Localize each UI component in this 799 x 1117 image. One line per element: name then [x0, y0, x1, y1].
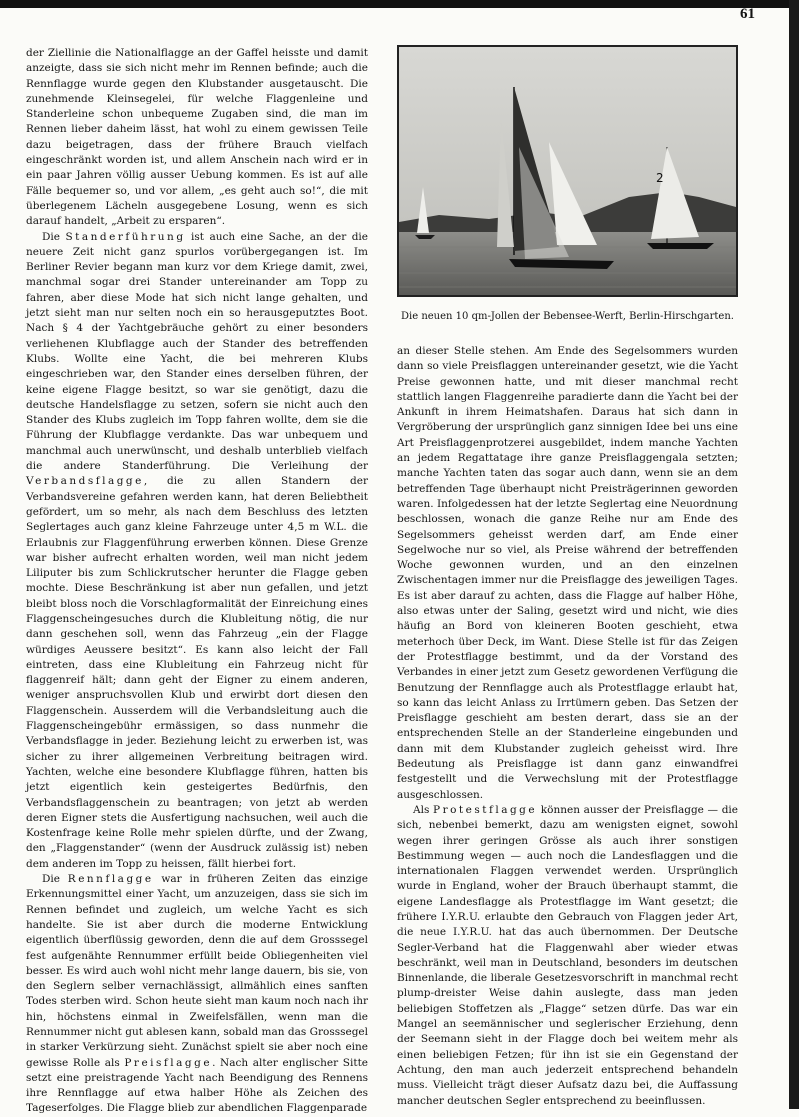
left-column: [26, 46, 368, 1117]
spaced-term: Rennflagge: [67, 873, 154, 886]
sail-number: 2: [656, 171, 664, 185]
paragraph: der Ziellinie die Nationalflagge an der Gaffel heisste und damit anzeigte, dass sie sich nicht mehr im Rennen befinde; auch die Rennflagge wurde gegen den Klubstander ausgetauscht. Die zunehmende Kleinsegelei, für welche Flaggenleine und Standerleine schon unbequeme Zugaben sind, die man im Rennen lieber daheim lässt, hat wohl zu einem gewissen Teile dazu beigetragen, dass der frühere Brauch vielfach eingeschränkt worden ist, und allem Anschein nach wird er in ein paar Jahren völlig ausser Uebung kommen. Es ist auf alle Fälle bequemer so, und vor allem, „es geht auch so!“, die mit überlegenem Lächeln ausgegebene Losung, wenn es sich darauf handelt, „Arbeit zu ersparen“.: [26, 47, 368, 228]
paragraph: Als Protestflagge können ausser der Preisflagge — die sich, nebenbei bemerkt, dazu am wenigsten eignet, sowohl wegen ihrer geringen Grösse als auch ihrer sonstigen Bestimmung wegen — auch noch die Landesflaggen und die internationalen Flaggen verwendet werden. Ursprünglich wurde in England, woher der Brauch überhaupt stammt, die eigene Landesflagge als Protestflagge im Want gesetzt; die frühere I.Y.R.U. erlaubte den Gebrauch von Flaggen jeder Art, die neue I.Y.R.U. hat das auch übernommen. Der Deutsche Segler-Verband hat die Flaggenwahl aber wieder etwas beschränkt, weil man in Deutschland, besonders im deutschen Binnenlande, die liberale Gesetzesvorschrift in manchmal recht plump-dreister Weise dahin auslegte, dass man jeden beliebigen Stoffetzen als „Flagge“ setzen dürfe. Das war ein Mangel an seemännischer und seglerischer Erziehung, denn der Seemann sieht in der Flagge doch bei weitem mehr als einen beliebigen Fetzen; für ihn ist sie ein Gegenstand der Achtung, den man auch jederzeit entsprechend behandeln muss. Vielleicht trägt dieser Aufsatz dazu bei, die Auffassung mancher deutschen Segler entsprechend zu beeinflussen.: [397, 803, 738, 1107]
paragraph: Die Rennflagge war in früheren Zeiten das einzige Erkennungsmittel einer Yacht, um anzuzeigen, dass sie sich im Rennen befindet und zugleich, um welche Yacht es sich handelte. Sie ist aber durch die moderne Entwicklung eigentlich überflüssig geworden, denn die auf dem Grosssegel fest aufgenähte Rennummer erfüllt beide Obliegenheiten viel besser. Es wird auch wohl nicht mehr lange dauern, bis sie, von den Seglern selber vernachlässigt, allmählich eines sanften Todes sterben wird. Schon heute sieht man kaum noch nach ihr hin, höchstens einmal in Zweifelsfällen, wenn man die Rennummer nicht gut ablesen kann, sobald man das Grosssegel in starker Verkürzung sieht. Zunächst spielt sie aber noch eine gewisse Rolle als Preisflagge. Nach alter englischer Sitte setzt eine preistragende Yacht nach Beendigung des Rennens ihre Rennflagge auf etwa halber Höhe als Zeichen des Tageserfolges. Die Flagge blieb zur abendlichen Flaggenparade: [26, 873, 369, 1115]
spaced-term: Standerführung: [65, 230, 186, 243]
spaced-term: Preisflagge: [124, 1056, 213, 1069]
scan-right-edge: [789, 0, 799, 1109]
spaced-term: Protestflagge: [433, 803, 538, 816]
sailing-photo: [397, 45, 738, 297]
figure-caption: Die neuen 10 qm-Jollen der Bebensee-Werft, Berlin-Hirschgarten.: [401, 311, 734, 322]
spaced-term: Verbandsflagge: [26, 475, 144, 488]
right-column: [397, 344, 738, 1109]
scan-top-edge: [0, 0, 799, 8]
page-number: 61: [740, 6, 755, 22]
paragraph: Die Standerführung ist auch eine Sache, an der die neuere Zeit nicht ganz spurlos vorübergegangen ist. Im Berliner Revier begann man kurz vor dem Kriege damit, zwei, manchmal sogar drei Stander untereinander am Topp zu fahren, aber diese Mode hat sich nicht lange gehalten, und jetzt sieht man nur selten noch ein so herausgeputztes Boot. Nach § 4 der Yachtgebräuche gehört zu einer besonders verliehenen Klubflagge auch der Stander des betreffenden Klubs. Wollte eine Yacht, die bei mehreren Klubs eingeschrieben war, den Stander eines derselben führen, der keine eigene Flagge besitzt, so war sie genötigt, dazu die deutsche Handelsflagge zu setzen, sofern sie nicht auch den Stander des Klubs zugleich im Topp fahren wollte, dem sie die Führung der Klubflagge verdankte. Das war unbequem und manchmal auch unerwünscht, und deshalb unterblieb vielfach die andere Standerführung. Die Verleihung der Verbandsflagge, die zu allen Standern der Verbandsvereine gefahren werden kann, hat deren Beliebtheit gefördert, um so mehr, als nach dem Beschluss des letzten Seglertages auch ganz kleine Fahrzeuge unter 4,5 m W.L. die Erlaubnis zur Flaggenführung erwerben können. Diese Grenze war bisher aufrecht erhalten worden, weil man nicht jedem Liliputer bis zum Schlickrutscher herunter die Flagge geben mochte. Diese Beschränkung ist aber nun gefallen, und jetzt bleibt bloss noch die Vorschlagformalität der Einreichung eines Flaggenscheingesuches durch die Klubleitung nötig, die nur dann geschehen soll, wenn das Fahrzeug „ein der Flagge würdiges Aeussere besitzt“. Es kann also leicht der Fall eintreten, dass eine Klubleitung ein Fahrzeug nicht für flaggenreif hält; dann geht der Eigner zu einem anderen, weniger anspruchsvollen Klub und erwirbt dort diesen den Flaggenschein. Ausserdem will die Verbandsleitung auch die Flaggenscheingebühr ermässigen, so dass nunmehr die Verbandsflagge in jeder. Beziehung leicht zu erwerben ist, was sicher zu ihrer allgemeinen Verbreitung beitragen wird. Yachten, welche eine besondere Klubflagge führen, hatten bis jetzt eigentlich kein gesteigertes Bedürfnis, den Verbandsflaggenschein zu beantragen; von jetzt ab werden deren Eigner stets die Ausfertigung nachsuchen, weil auch die Kostenfrage keine Rolle mehr spielen dürfte, und der Zwang, den „Flaggenstander“ (wenn der Ausdruck zulässig ist) neben dem anderen im Topp zu heissen, fällt hierbei fort.: [26, 230, 368, 870]
paragraph: an dieser Stelle stehen. Am Ende des Segelsommers wurden dann so viele Preisflaggen untereinander gesetzt, wie die Yacht Preise gewonnen hatte, und mit dieser manchmal recht stattlich langen Flaggenreihe paradierte dann die Yacht bei der Ankunft in ihrem Heimatshafen. Daraus hat sich dann in Vergröberung der ursprünglich ganz sinnigen Idee bei uns eine Art Preisflaggenprotzerei ausgebildet, indem manche Yachten an jedem Regattatage ihre ganze Preisflaggengala setzten; manche Yachten taten das sogar auch dann, wenn sie an dem betreffenden Tage überhaupt nicht Preisträgerinnen geworden waren. Infolgedessen hat der letzte Seglertag eine Neuordnung beschlossen, wonach die ganze Reihe nur am Ende des Segelsommers geheisst werden darf, am Ende einer Segelwoche nur so viel, als Preise während der betreffenden Woche gewonnen wurden, und an den einzelnen Zwischentagen immer nur die Preisflagge des jeweiligen Tages. Es ist aber darauf zu achten, dass die Flagge auf halber Höhe, also etwas unter der Saling, gesetzt wird und nicht, wie dies häufig an Bord von kleineren Booten geschieht, etwa meterhoch über Deck, im Want. Diese Stelle ist für das Zeigen der Protestflagge bestimmt, und da der Vorstand des Verbandes in einer jetzt zum Gesetz gewordenen Verfügung die Benutzung der Rennflagge auch als Protestflagge erlaubt hat, so kann das leicht Anlass zu Irrtümern geben. Das Setzen der Preisflagge geschieht am besten derart, dass sie an der entsprechenden Stelle an der Standerleine eingebunden und dann mit dem Klubstander zugleich geheisst wird. Ihre Bedeutung als Preisflagge ist dann ganz einwandfrei festgestellt und die Verwechslung mit der Protestflagge ausgeschlossen.: [397, 345, 738, 801]
